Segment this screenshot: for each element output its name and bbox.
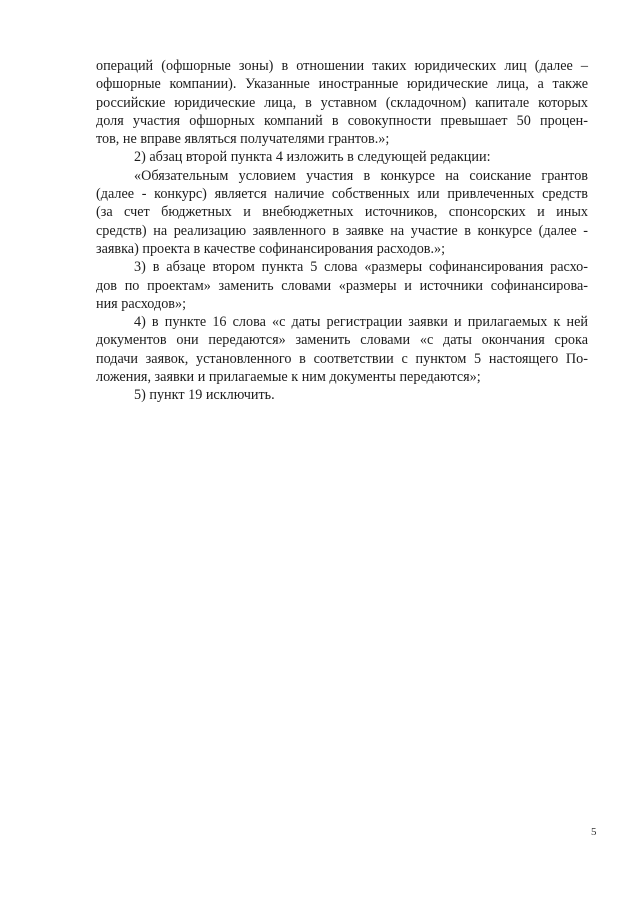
paragraph xyxy=(96,148,588,166)
paragraph-line: офшорные компании). Указанные иностранные юридические лица, а также xyxy=(96,76,588,93)
document-body xyxy=(96,57,588,405)
paragraph xyxy=(96,313,588,386)
paragraph-line: средств) на реализацию заявленного в заявке на участие в конкурсе (далее - xyxy=(96,222,588,239)
paragraph xyxy=(96,258,588,313)
paragraph-line: (за счет бюджетных и внебюджетных источников, спонсорских и иных xyxy=(96,204,588,221)
paragraph xyxy=(96,386,588,404)
page-number: 5 xyxy=(591,826,597,838)
paragraph-line: «Обязательным условием участия в конкурсе на соискание грантов xyxy=(134,167,588,184)
paragraph-line: (далее - конкурс) является наличие собственных или привлеченных средств xyxy=(96,186,588,203)
paragraph-line: ния расходов»; xyxy=(96,295,187,312)
paragraph-line: российские юридические лица, в уставном (складочном) капитале которых xyxy=(96,94,588,111)
paragraph-line: тов, не вправе являться получателями грантов.»; xyxy=(96,131,390,148)
paragraph-line: ложения, заявки и прилагаемые к ним документы передаются»; xyxy=(96,369,481,386)
paragraph xyxy=(96,167,588,258)
paragraph-line: документов они передаются» заменить словами «с даты окончания срока xyxy=(96,332,588,349)
paragraph-line: дов по проектам» заменить словами «размеры и источники софинансирова- xyxy=(96,277,588,294)
paragraph-line: 5) пункт 19 исключить. xyxy=(134,387,275,404)
paragraph xyxy=(96,57,588,148)
paragraph-line: 3) в абзаце втором пункта 5 слова «размеры софинансирования расхо- xyxy=(134,259,588,276)
paragraph-line: заявка) проекта в качестве софинансирования расходов.»; xyxy=(96,240,446,257)
paragraph-line: 2) абзац второй пункта 4 изложить в следующей редакции: xyxy=(134,149,491,166)
paragraph-line: 4) в пункте 16 слова «с даты регистрации заявки и прилагаемых к ней xyxy=(134,314,588,331)
paragraph-line: подачи заявок, установленного в соответствии с пунктом 5 настоящего По- xyxy=(96,350,588,367)
paragraph-line: доля участия офшорных компаний в совокупности превышает 50 процен- xyxy=(96,112,588,129)
paragraph-line: операций (офшорные зоны) в отношении таких юридических лиц (далее – xyxy=(96,58,588,74)
